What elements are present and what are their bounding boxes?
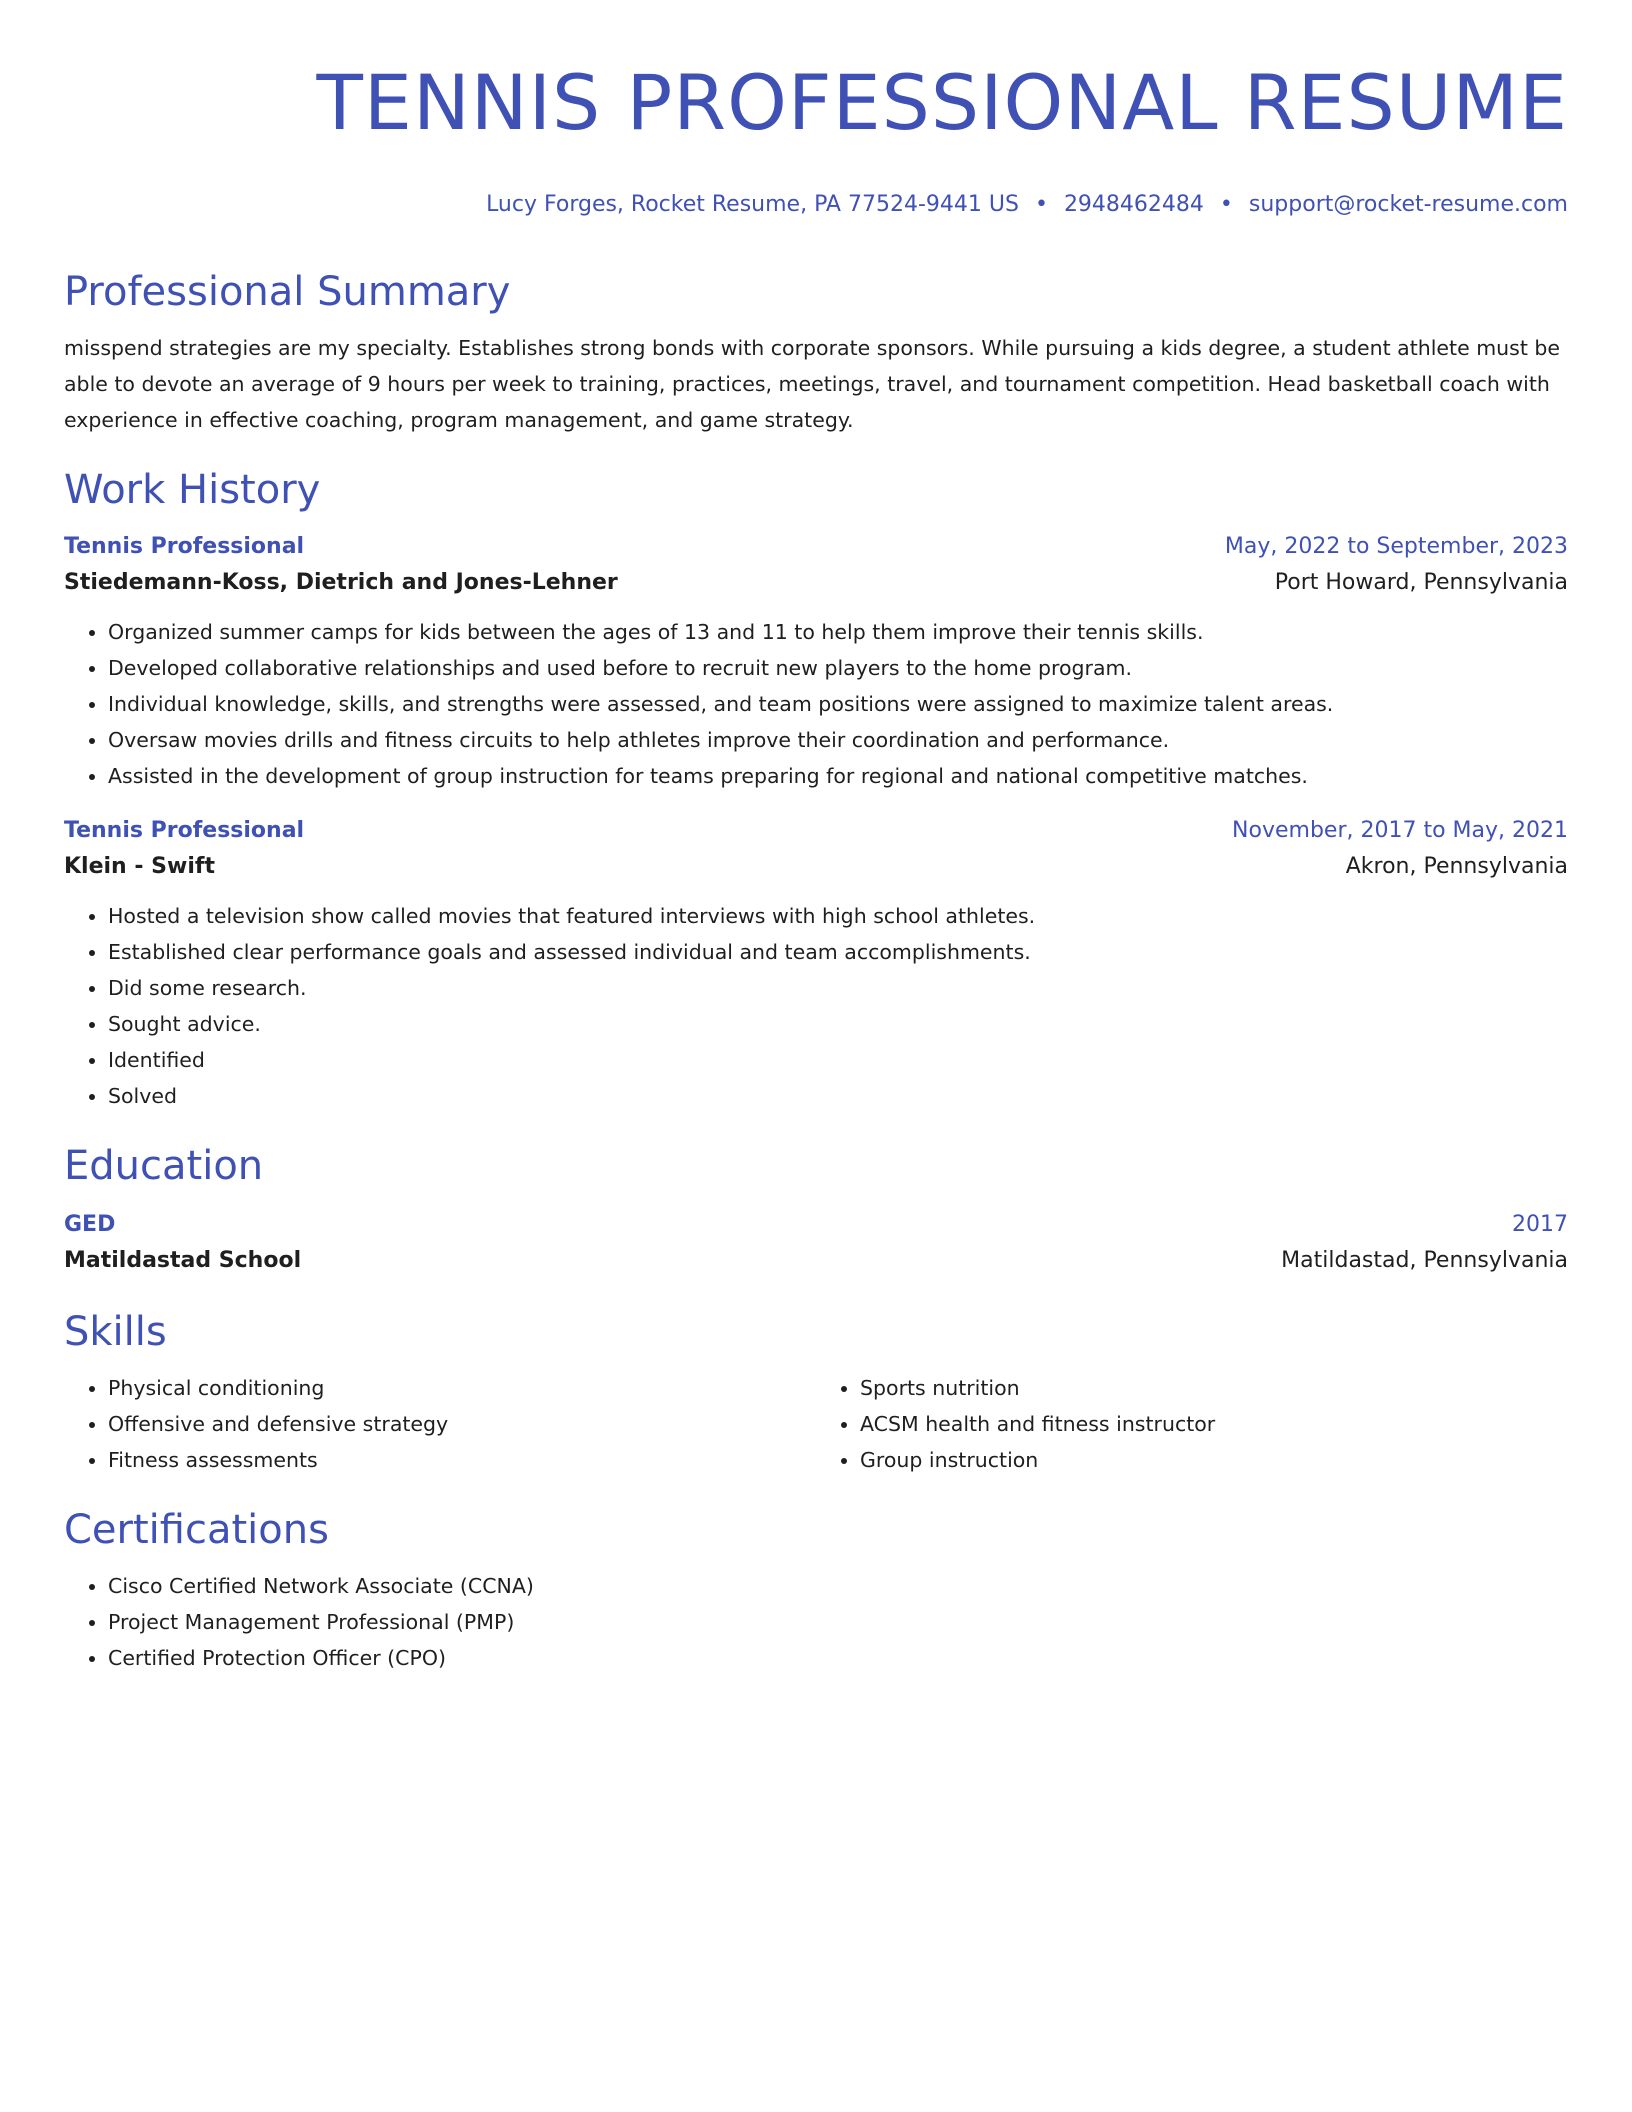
job-dates: May, 2022 to September, 2023 bbox=[1224, 534, 1568, 559]
contact-phone: 2948462484 bbox=[1063, 192, 1204, 217]
job-header-row bbox=[64, 530, 1568, 564]
job-employer: Klein - Swift bbox=[64, 854, 215, 879]
skills-heading: Skills bbox=[64, 1309, 167, 1355]
skills-grid bbox=[64, 1370, 1568, 1478]
education-year: 2017 bbox=[1512, 1212, 1568, 1237]
education-school: Matildastad School bbox=[64, 1248, 302, 1273]
job-duty: • Assisted in the development of group instruction for teams preparing for regional and national competitive matches. bbox=[108, 758, 1568, 794]
certifications-list bbox=[64, 1568, 1568, 1676]
skills-list-right bbox=[816, 1370, 1568, 1478]
job-duties-list bbox=[64, 898, 1568, 1114]
job-duties-list bbox=[64, 614, 1568, 794]
education-header-row bbox=[64, 1208, 1568, 1242]
skill-item: • Offensive and defensive strategy bbox=[108, 1406, 816, 1442]
education-entry bbox=[64, 1208, 1568, 1280]
skills-list-left bbox=[64, 1370, 816, 1478]
job-title: Tennis Professional bbox=[64, 818, 305, 843]
skill-item: • Sports nutrition bbox=[860, 1370, 1568, 1406]
job-duty: • Sought advice. bbox=[108, 1006, 1568, 1042]
job-duty: • Oversaw movies drills and fitness circuits to help athletes improve their coordination and performance. bbox=[108, 722, 1568, 758]
education-section bbox=[64, 1142, 1568, 1280]
job-employer: Stiedemann-Koss, Dietrich and Jones-Lehner bbox=[64, 570, 618, 595]
education-heading: Education bbox=[64, 1143, 264, 1189]
contact-email[interactable]: support@rocket-resume.com bbox=[1248, 192, 1568, 217]
education-location: Matildastad, Pennsylvania bbox=[1281, 1248, 1568, 1273]
job-duty: • Solved bbox=[108, 1078, 1568, 1114]
skills-section bbox=[64, 1308, 1568, 1478]
summary-text: misspend strategies are my specialty. Establishes strong bonds with corporate sponsors. While pursuing a kids degree, a student athlete must be able to devote an average of 9 hours per week to training, practices, meetings, travel, and tournament competition. Head basketball coach with experience in effective coaching, program management, and game strategy. bbox=[64, 336, 1561, 432]
work-history-section bbox=[64, 466, 1568, 1114]
job-duty: • Developed collaborative relationships and used before to recruit new players to the home program. bbox=[108, 650, 1568, 686]
skill-item: • Group instruction bbox=[860, 1442, 1568, 1478]
certification-item: • Project Management Professional (PMP) bbox=[108, 1604, 1568, 1640]
job-header-row bbox=[64, 814, 1568, 848]
contact-address: Lucy Forges, Rocket Resume, PA 77524-9441 US bbox=[486, 192, 1019, 217]
skill-item: • Physical conditioning bbox=[108, 1370, 816, 1406]
job-entry bbox=[64, 814, 1568, 1114]
certifications-section bbox=[64, 1506, 1568, 1676]
job-employer-row bbox=[64, 848, 1568, 886]
certification-item: • Cisco Certified Network Associate (CCNA) bbox=[108, 1568, 1568, 1604]
resume-header bbox=[64, 0, 1568, 220]
job-duty: • Identified bbox=[108, 1042, 1568, 1078]
summary-section bbox=[64, 268, 1568, 438]
job-duty: • Hosted a television show called movies that featured interviews with high school athletes. bbox=[108, 898, 1568, 934]
skill-item: • Fitness assessments bbox=[108, 1442, 816, 1478]
work-history-heading: Work History bbox=[64, 467, 321, 513]
job-duty: • Did some research. bbox=[108, 970, 1568, 1006]
education-school-row bbox=[64, 1242, 1568, 1280]
education-degree: GED bbox=[64, 1212, 116, 1237]
job-duty: • Individual knowledge, skills, and strengths were assessed, and team positions were assigned to maximize talent areas. bbox=[108, 686, 1568, 722]
job-location: Port Howard, Pennsylvania bbox=[1274, 570, 1568, 595]
job-title: Tennis Professional bbox=[64, 534, 305, 559]
contact-separator: • bbox=[1219, 192, 1233, 217]
job-duty: • Organized summer camps for kids between the ages of 13 and 11 to help them improve their tennis skills. bbox=[108, 614, 1568, 650]
skill-item: • ACSM health and fitness instructor bbox=[860, 1406, 1568, 1442]
job-entry bbox=[64, 530, 1568, 794]
contact-separator: • bbox=[1034, 192, 1048, 217]
job-location: Akron, Pennsylvania bbox=[1345, 854, 1568, 879]
resume-title: TENNIS PROFESSIONAL RESUME bbox=[316, 58, 1568, 147]
job-duty: • Established clear performance goals and assessed individual and team accomplishments. bbox=[108, 934, 1568, 970]
job-dates: November, 2017 to May, 2021 bbox=[1232, 818, 1568, 843]
summary-heading: Professional Summary bbox=[64, 269, 511, 315]
certifications-heading: Certifications bbox=[64, 1507, 329, 1553]
contact-line bbox=[64, 190, 1568, 220]
job-employer-row bbox=[64, 564, 1568, 602]
certification-item: • Certified Protection Officer (CPO) bbox=[108, 1640, 1568, 1676]
